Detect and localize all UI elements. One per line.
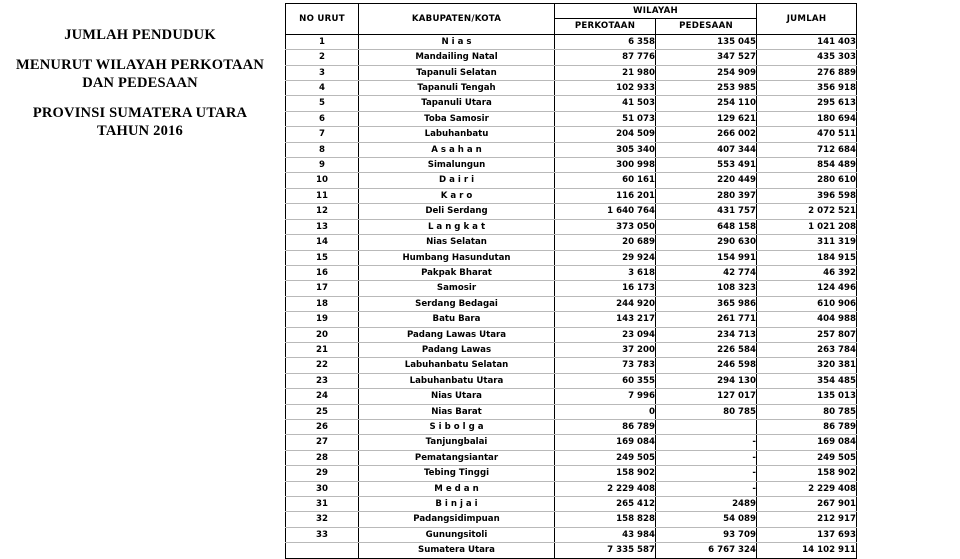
cell-no-urut: 17: [286, 281, 359, 296]
cell-jumlah: 124 496: [757, 281, 857, 296]
cell-pedesaan: 42 774: [656, 265, 757, 280]
cell-no-urut: 18: [286, 296, 359, 311]
cell-jumlah: 470 511: [757, 127, 857, 142]
cell-perkotaan: 244 920: [555, 296, 656, 311]
cell-no-urut: 28: [286, 450, 359, 465]
cell-kabupaten-kota: Nias Utara: [359, 389, 555, 404]
cell-pedesaan: 365 986: [656, 296, 757, 311]
cell-no-urut: 15: [286, 250, 359, 265]
cell-perkotaan: 23 094: [555, 327, 656, 342]
cell-kabupaten-kota: Tebing Tinggi: [359, 466, 555, 481]
cell-pedesaan: 135 045: [656, 34, 757, 49]
table-row: [286, 250, 857, 265]
cell-pedesaan: -: [656, 435, 757, 450]
cell-jumlah: 80 785: [757, 404, 857, 419]
cell-pedesaan: 2489: [656, 497, 757, 512]
cell-jumlah: 404 988: [757, 312, 857, 327]
cell-no-urut: 4: [286, 81, 359, 96]
cell-no-urut: 25: [286, 404, 359, 419]
cell-pedesaan: -: [656, 450, 757, 465]
cell-pedesaan: 254 909: [656, 65, 757, 80]
population-table: [285, 3, 857, 559]
total-cell-no-urut: [286, 543, 359, 558]
cell-jumlah: 354 485: [757, 373, 857, 388]
cell-no-urut: 7: [286, 127, 359, 142]
cell-kabupaten-kota: Samosir: [359, 281, 555, 296]
cell-perkotaan: 102 933: [555, 81, 656, 96]
cell-perkotaan: 249 505: [555, 450, 656, 465]
cell-no-urut: 6: [286, 111, 359, 126]
cell-no-urut: 2: [286, 50, 359, 65]
cell-kabupaten-kota: Labuhanbatu Utara: [359, 373, 555, 388]
cell-no-urut: 29: [286, 466, 359, 481]
cell-no-urut: 14: [286, 235, 359, 250]
cell-jumlah: 356 918: [757, 81, 857, 96]
cell-perkotaan: 51 073: [555, 111, 656, 126]
table-row: [286, 358, 857, 373]
cell-pedesaan: 254 110: [656, 96, 757, 111]
table-row: [286, 127, 857, 142]
cell-kabupaten-kota: Gunungsitoli: [359, 527, 555, 542]
table-body: [286, 34, 857, 558]
cell-jumlah: 257 807: [757, 327, 857, 342]
cell-pedesaan: 347 527: [656, 50, 757, 65]
cell-pedesaan: 261 771: [656, 312, 757, 327]
table-header-row-top: [286, 4, 857, 19]
cell-pedesaan: 253 985: [656, 81, 757, 96]
cell-jumlah: 435 303: [757, 50, 857, 65]
cell-jumlah: 249 505: [757, 450, 857, 465]
cell-perkotaan: 0: [555, 404, 656, 419]
cell-kabupaten-kota: K a r o: [359, 188, 555, 203]
cell-perkotaan: 158 828: [555, 512, 656, 527]
cell-pedesaan: 266 002: [656, 127, 757, 142]
cell-kabupaten-kota: Tanjungbalai: [359, 435, 555, 450]
table-row: [286, 466, 857, 481]
cell-jumlah: 212 917: [757, 512, 857, 527]
cell-jumlah: 169 084: [757, 435, 857, 450]
cell-pedesaan: 234 713: [656, 327, 757, 342]
cell-pedesaan: 280 397: [656, 188, 757, 203]
cell-perkotaan: 1 640 764: [555, 204, 656, 219]
cell-pedesaan: -: [656, 466, 757, 481]
table-header: [286, 4, 857, 35]
cell-pedesaan: 294 130: [656, 373, 757, 388]
cell-jumlah: 46 392: [757, 265, 857, 280]
cell-pedesaan: 93 709: [656, 527, 757, 542]
cell-jumlah: 180 694: [757, 111, 857, 126]
cell-perkotaan: 3 618: [555, 265, 656, 280]
cell-jumlah: 276 889: [757, 65, 857, 80]
cell-perkotaan: 7 996: [555, 389, 656, 404]
cell-kabupaten-kota: Batu Bara: [359, 312, 555, 327]
cell-kabupaten-kota: Mandailing Natal: [359, 50, 555, 65]
table-row: [286, 296, 857, 311]
total-cell-pedesaan: 6 767 324: [656, 543, 757, 558]
cell-no-urut: 8: [286, 142, 359, 157]
cell-jumlah: 295 613: [757, 96, 857, 111]
cell-no-urut: 27: [286, 435, 359, 450]
cell-pedesaan: -: [656, 481, 757, 496]
cell-no-urut: 30: [286, 481, 359, 496]
table-row: [286, 96, 857, 111]
cell-perkotaan: 73 783: [555, 358, 656, 373]
cell-perkotaan: 41 503: [555, 96, 656, 111]
cell-perkotaan: 37 200: [555, 342, 656, 357]
cell-kabupaten-kota: L a n g k a t: [359, 219, 555, 234]
cell-no-urut: 21: [286, 342, 359, 357]
cell-perkotaan: 265 412: [555, 497, 656, 512]
cell-jumlah: 320 381: [757, 358, 857, 373]
cell-kabupaten-kota: S i b o l g a: [359, 419, 555, 434]
column-header-kabupaten-kota: KABUPATEN/KOTA: [359, 4, 555, 35]
table-row: [286, 81, 857, 96]
page-title-line-1: JUMLAH PENDUDUK: [64, 27, 216, 43]
cell-pedesaan: 648 158: [656, 219, 757, 234]
cell-no-urut: 20: [286, 327, 359, 342]
cell-pedesaan: 220 449: [656, 173, 757, 188]
cell-jumlah: 854 489: [757, 158, 857, 173]
table-row: [286, 34, 857, 49]
table-row: [286, 312, 857, 327]
cell-perkotaan: 158 902: [555, 466, 656, 481]
cell-perkotaan: 305 340: [555, 142, 656, 157]
cell-kabupaten-kota: D a i r i: [359, 173, 555, 188]
cell-jumlah: 396 598: [757, 188, 857, 203]
cell-pedesaan: 154 991: [656, 250, 757, 265]
table-row: [286, 373, 857, 388]
total-cell-perkotaan: 7 335 587: [555, 543, 656, 558]
cell-kabupaten-kota: Humbang Hasundutan: [359, 250, 555, 265]
cell-no-urut: 16: [286, 265, 359, 280]
cell-pedesaan: 246 598: [656, 358, 757, 373]
cell-jumlah: 184 915: [757, 250, 857, 265]
table-row: [286, 404, 857, 419]
cell-no-urut: 12: [286, 204, 359, 219]
table-row: [286, 450, 857, 465]
cell-kabupaten-kota: Tapanuli Tengah: [359, 81, 555, 96]
cell-kabupaten-kota: Nias Barat: [359, 404, 555, 419]
cell-perkotaan: 60 355: [555, 373, 656, 388]
cell-perkotaan: 60 161: [555, 173, 656, 188]
cell-jumlah: 712 684: [757, 142, 857, 157]
cell-kabupaten-kota: Pematangsiantar: [359, 450, 555, 465]
cell-pedesaan: 553 491: [656, 158, 757, 173]
table-row: [286, 235, 857, 250]
table-row: [286, 188, 857, 203]
page-title-line-2: MENURUT WILAYAH PERKOTAAN DAN PEDESAAN: [15, 56, 265, 91]
cell-no-urut: 24: [286, 389, 359, 404]
cell-pedesaan: 129 621: [656, 111, 757, 126]
cell-kabupaten-kota: M e d a n: [359, 481, 555, 496]
cell-perkotaan: 87 776: [555, 50, 656, 65]
table-row: [286, 265, 857, 280]
cell-no-urut: 1: [286, 34, 359, 49]
cell-no-urut: 33: [286, 527, 359, 542]
report-title-block: [14, 26, 266, 141]
cell-pedesaan: 226 584: [656, 342, 757, 357]
cell-kabupaten-kota: N i a s: [359, 34, 555, 49]
table-row: [286, 342, 857, 357]
cell-pedesaan: [656, 419, 757, 434]
cell-kabupaten-kota: Padangsidimpuan: [359, 512, 555, 527]
cell-perkotaan: 20 689: [555, 235, 656, 250]
column-header-jumlah: JUMLAH: [757, 4, 857, 35]
cell-kabupaten-kota: Deli Serdang: [359, 204, 555, 219]
cell-jumlah: 267 901: [757, 497, 857, 512]
cell-kabupaten-kota: Serdang Bedagai: [359, 296, 555, 311]
column-header-wilayah: WILAYAH: [555, 4, 757, 19]
cell-pedesaan: 54 089: [656, 512, 757, 527]
table-row: [286, 50, 857, 65]
population-table-container: [285, 3, 857, 559]
table-row: [286, 204, 857, 219]
table-total-row: [286, 543, 857, 558]
cell-jumlah: 137 693: [757, 527, 857, 542]
cell-perkotaan: 6 358: [555, 34, 656, 49]
cell-kabupaten-kota: Tapanuli Selatan: [359, 65, 555, 80]
table-row: [286, 173, 857, 188]
table-row: [286, 158, 857, 173]
cell-perkotaan: 16 173: [555, 281, 656, 296]
cell-kabupaten-kota: Tapanuli Utara: [359, 96, 555, 111]
cell-perkotaan: 116 201: [555, 188, 656, 203]
table-row: [286, 327, 857, 342]
table-row: [286, 111, 857, 126]
cell-no-urut: 23: [286, 373, 359, 388]
cell-perkotaan: 43 984: [555, 527, 656, 542]
total-cell-jumlah: 14 102 911: [757, 543, 857, 558]
cell-pedesaan: 80 785: [656, 404, 757, 419]
cell-no-urut: 10: [286, 173, 359, 188]
cell-jumlah: 280 610: [757, 173, 857, 188]
cell-pedesaan: 407 344: [656, 142, 757, 157]
cell-jumlah: 263 784: [757, 342, 857, 357]
cell-no-urut: 9: [286, 158, 359, 173]
cell-kabupaten-kota: Simalungun: [359, 158, 555, 173]
cell-jumlah: 2 229 408: [757, 481, 857, 496]
cell-kabupaten-kota: A s a h a n: [359, 142, 555, 157]
cell-no-urut: 31: [286, 497, 359, 512]
table-row: [286, 65, 857, 80]
table-row: [286, 389, 857, 404]
cell-kabupaten-kota: Labuhanbatu: [359, 127, 555, 142]
page-title-line-3: PROVINSI SUMATERA UTARA TAHUN 2016: [32, 104, 248, 139]
cell-no-urut: 26: [286, 419, 359, 434]
table-row: [286, 481, 857, 496]
table-row: [286, 142, 857, 157]
table-row: [286, 512, 857, 527]
table-row: [286, 219, 857, 234]
table-row: [286, 281, 857, 296]
cell-jumlah: 158 902: [757, 466, 857, 481]
cell-pedesaan: 127 017: [656, 389, 757, 404]
total-cell-kabupaten-kota: Sumatera Utara: [359, 543, 555, 558]
cell-jumlah: 135 013: [757, 389, 857, 404]
cell-no-urut: 22: [286, 358, 359, 373]
cell-kabupaten-kota: Padang Lawas: [359, 342, 555, 357]
cell-kabupaten-kota: Labuhanbatu Selatan: [359, 358, 555, 373]
cell-jumlah: 86 789: [757, 419, 857, 434]
cell-kabupaten-kota: Toba Samosir: [359, 111, 555, 126]
cell-no-urut: 5: [286, 96, 359, 111]
cell-kabupaten-kota: Pakpak Bharat: [359, 265, 555, 280]
cell-kabupaten-kota: Nias Selatan: [359, 235, 555, 250]
column-header-perkotaan: PERKOTAAN: [555, 19, 656, 34]
cell-no-urut: 32: [286, 512, 359, 527]
cell-perkotaan: 169 084: [555, 435, 656, 450]
cell-pedesaan: 290 630: [656, 235, 757, 250]
cell-perkotaan: 29 924: [555, 250, 656, 265]
table-row: [286, 497, 857, 512]
cell-perkotaan: 373 050: [555, 219, 656, 234]
cell-perkotaan: 143 217: [555, 312, 656, 327]
cell-no-urut: 19: [286, 312, 359, 327]
cell-perkotaan: 204 509: [555, 127, 656, 142]
cell-jumlah: 2 072 521: [757, 204, 857, 219]
cell-no-urut: 3: [286, 65, 359, 80]
cell-perkotaan: 21 980: [555, 65, 656, 80]
cell-jumlah: 610 906: [757, 296, 857, 311]
cell-pedesaan: 108 323: [656, 281, 757, 296]
column-header-pedesaan: PEDESAAN: [656, 19, 757, 34]
cell-perkotaan: 86 789: [555, 419, 656, 434]
cell-pedesaan: 431 757: [656, 204, 757, 219]
cell-jumlah: 1 021 208: [757, 219, 857, 234]
column-header-no-urut: NO URUT: [286, 4, 359, 35]
cell-perkotaan: 2 229 408: [555, 481, 656, 496]
table-row: [286, 527, 857, 542]
cell-perkotaan: 300 998: [555, 158, 656, 173]
cell-jumlah: 141 403: [757, 34, 857, 49]
table-row: [286, 419, 857, 434]
cell-kabupaten-kota: B i n j a i: [359, 497, 555, 512]
cell-kabupaten-kota: Padang Lawas Utara: [359, 327, 555, 342]
cell-no-urut: 13: [286, 219, 359, 234]
table-row: [286, 435, 857, 450]
cell-jumlah: 311 319: [757, 235, 857, 250]
cell-no-urut: 11: [286, 188, 359, 203]
